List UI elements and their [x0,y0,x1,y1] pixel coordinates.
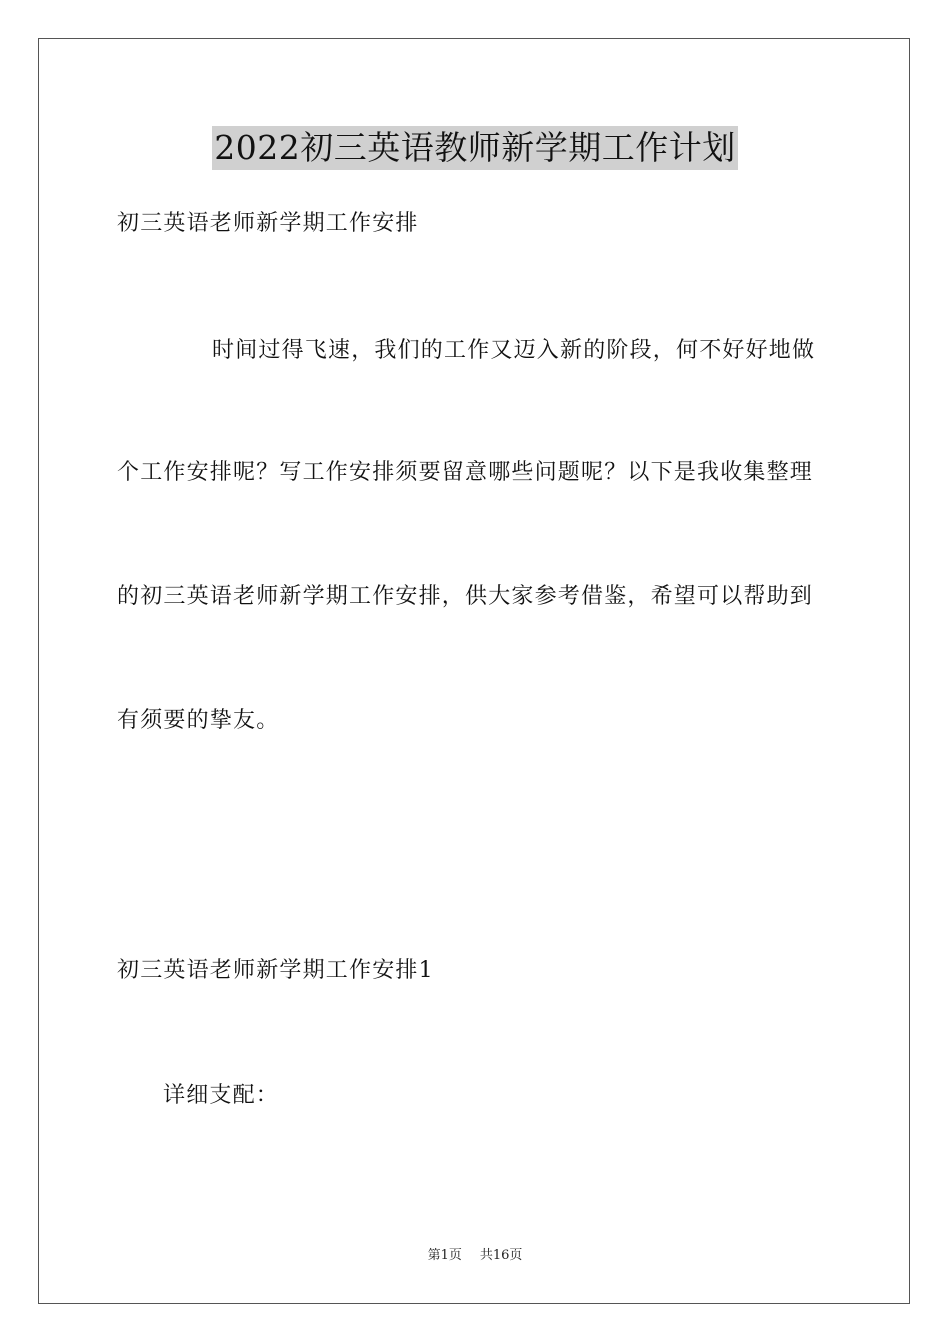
document-subtitle: 初三英语老师新学期工作安排 [117,211,419,236]
paragraph-line-1: 时间过得飞速，我们的工作又迈入新的阶段，何不好好地做 [212,338,816,363]
paragraph-line-2: 个工作安排呢？写工作安排须要留意哪些问题呢？以下是我收集整理 [117,460,814,485]
page-footer [0,1247,950,1265]
paragraph-line-4: 有须要的挚友。 [117,708,280,733]
title-container [0,126,950,170]
section-heading: 初三英语老师新学期工作安排1 [117,958,434,983]
detail-label: 详细支配： [163,1083,280,1108]
paragraph-line-3: 的初三英语老师新学期工作安排，供大家参考借鉴，希望可以帮助到 [117,584,814,609]
page-number-current: 第1页 [427,1248,462,1263]
document-title: 2022初三英语教师新学期工作计划 [212,126,737,170]
page-number-total: 共16页 [479,1248,523,1263]
